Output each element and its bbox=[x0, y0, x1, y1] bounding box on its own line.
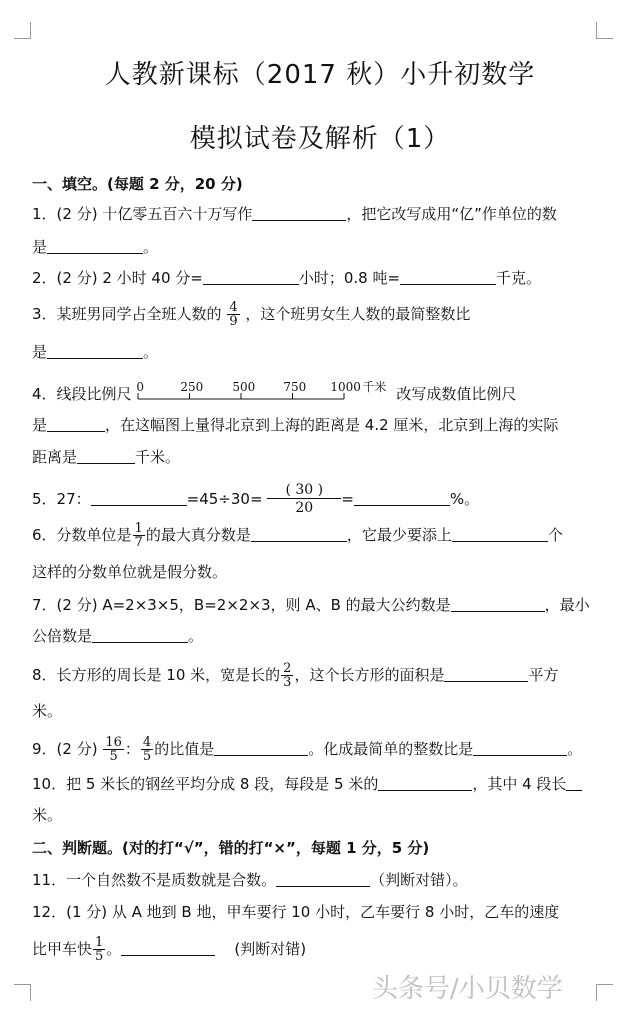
question-12-cont: 比甲车快 $\frac{1}{5}$ 。 (判断对错) bbox=[32, 935, 307, 964]
answer-blank[interactable] bbox=[121, 940, 215, 956]
corner-mark-top-left bbox=[14, 22, 31, 39]
answer-blank[interactable] bbox=[203, 269, 299, 285]
question-10-cont: 米。 bbox=[32, 806, 63, 824]
corner-mark-top-right bbox=[596, 22, 613, 39]
answer-blank[interactable] bbox=[47, 343, 143, 359]
scale-tick-label: 0 bbox=[136, 379, 144, 394]
fraction: $\frac{4}{5}$ bbox=[142, 735, 152, 764]
document-title: 人教新课标（2017 秋）小升初数学 bbox=[104, 60, 536, 90]
answer-blank[interactable] bbox=[452, 526, 548, 542]
answer-blank[interactable] bbox=[77, 448, 135, 464]
scale-tick-label: 750 bbox=[283, 379, 307, 394]
fraction: $\frac{1}{7}$ bbox=[134, 521, 143, 550]
fraction: $\frac{2}{3}$ bbox=[283, 661, 292, 690]
question-3-cont: 是 。 bbox=[32, 343, 159, 361]
answer-blank[interactable] bbox=[566, 775, 582, 791]
answer-blank[interactable] bbox=[47, 238, 143, 254]
answer-blank[interactable] bbox=[252, 205, 346, 221]
scale-unit-label: 千米 bbox=[362, 379, 387, 394]
answer-blank[interactable] bbox=[214, 740, 308, 756]
corner-mark-bottom-right bbox=[596, 984, 613, 1001]
question-1-cont: 是 。 bbox=[32, 238, 159, 256]
question-7-cont: 公倍数是 。 bbox=[32, 627, 204, 645]
answer-blank[interactable] bbox=[378, 775, 472, 791]
question-4-cont2: 距离是 千米。 bbox=[32, 448, 181, 466]
answer-blank[interactable] bbox=[400, 269, 496, 285]
section-heading-true-false: 二、判断题。(对的打“√”，错的打“×”，每题 1 分，5 分) bbox=[32, 839, 430, 857]
section-heading-fill-blank: 一、填空。(每题 2 分，20 分) bbox=[32, 175, 243, 193]
question-6: 6．分数单位是 $\frac{1}{7}$ 的最大真分数是 ，它最少要添上 个 bbox=[32, 521, 563, 550]
question-10: 10．把 5 米长的钢丝平均分成 8 段，每段是 5 米的 ，其中 4 段长 bbox=[32, 774, 582, 794]
watermark-text: 头条号/小贝数学 bbox=[372, 974, 563, 1004]
question-4-cont: 是 ，在这幅图上量得北京到上海的距离是 4.2 厘米，北京到上海的实际 bbox=[32, 416, 559, 434]
answer-blank[interactable] bbox=[444, 666, 528, 682]
question-1: 1．(2 分) 十亿零五百六十万写作 ，把它改写成用“亿”作单位的数 bbox=[32, 205, 557, 223]
fraction: $\frac{4}{9}$ bbox=[229, 300, 238, 329]
fraction: $\frac{1}{5}$ bbox=[95, 935, 104, 964]
answer-blank[interactable] bbox=[251, 526, 347, 542]
scale-tick-label: 500 bbox=[232, 379, 256, 394]
question-8-cont: 米。 bbox=[32, 702, 63, 720]
scale-tick-label: 250 bbox=[180, 379, 204, 394]
question-9: 9．(2 分) $\frac{16}{5}$ ： $\frac{4}{5}$ 的比值是 。化成最简单的整数比是 。 bbox=[32, 735, 583, 764]
question-5: 5．27： =45÷30= $\frac{( 30 )}{20}$ = %。 bbox=[32, 482, 480, 516]
corner-mark-bottom-left bbox=[14, 984, 31, 1001]
answer-blank[interactable] bbox=[91, 490, 187, 506]
question-4: 4．线段比例尺 0 250 500 750 1000 千米 改写成数值比例尺 bbox=[32, 384, 516, 405]
question-8: 8．长方形的周长是 10 米，宽是长的 $\frac{2}{3}$ ，这个长方形的面积是 平方 bbox=[32, 661, 559, 690]
question-6-cont: 这样的分数单位就是假分数。 bbox=[32, 563, 228, 581]
question-11: 11．一个自然数不是质数就是合数。 （判断对错）。 bbox=[32, 871, 468, 889]
question-3: 3．某班男同学占全班人数的 $\frac{4}{9}$ ，这个班男女生人数的最简整数比 bbox=[32, 300, 471, 329]
scale-tick-label: 1000 bbox=[330, 379, 361, 394]
document-subtitle: 模拟试卷及解析（1） bbox=[189, 124, 451, 154]
fraction: $\frac{16}{5}$ bbox=[105, 735, 122, 764]
answer-blank[interactable] bbox=[473, 740, 567, 756]
question-2: 2．(2 分) 2 小时 40 分= 小时；0.8 吨= 千克。 bbox=[32, 269, 542, 287]
answer-blank[interactable] bbox=[451, 596, 545, 612]
question-7: 7．(2 分) A=2×3×5，B=2×2×3，则 A、B 的最大公约数是 ，最小 bbox=[32, 596, 590, 614]
answer-blank[interactable] bbox=[354, 490, 450, 506]
answer-blank[interactable] bbox=[276, 871, 370, 887]
answer-blank[interactable] bbox=[47, 416, 105, 432]
fraction: $\frac{( 30 )}{20}$ bbox=[267, 482, 341, 517]
question-12: 12．(1 分) 从 A 地到 B 地，甲车要行 10 小时，乙车要行 8 小时，乙车的速度 bbox=[32, 903, 560, 921]
answer-blank[interactable] bbox=[92, 627, 188, 643]
